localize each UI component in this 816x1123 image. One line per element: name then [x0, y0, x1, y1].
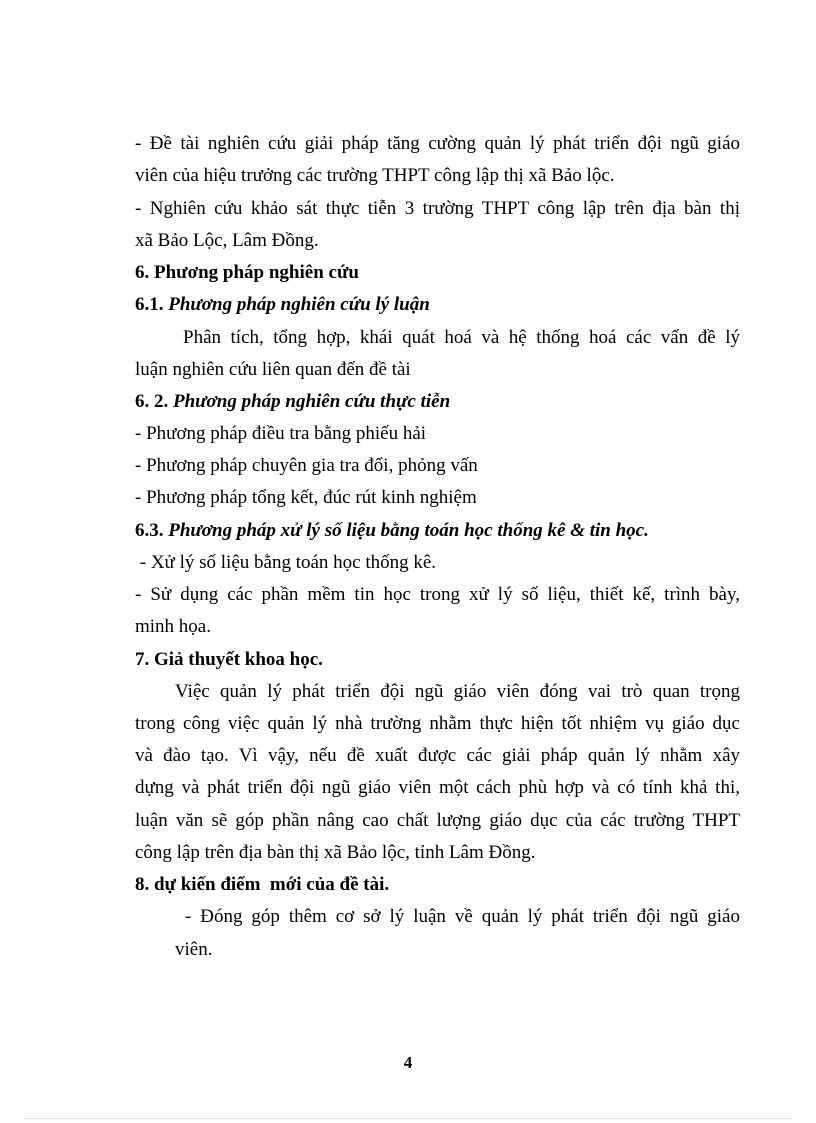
section-6-2-title: Phương pháp nghiên cứu thực tiễn [173, 391, 451, 412]
method-item: - Phương pháp tổng kết, đúc rút kinh nghiệm [135, 487, 477, 508]
section-6-3-heading [135, 518, 740, 544]
section-8-line-2: viên. [175, 939, 213, 960]
section-7-line-6: công lập trên địa bàn thị xã Bảo lộc, tỉnh Lâm Đồng. [135, 842, 536, 863]
scope-line-3: - Nghiên cứu khảo sát thực tiễn 3 trường THPT công lập trên địa bàn thị [135, 198, 740, 219]
section-7-line-3: và đào tạo. Vì vậy, nếu đề xuất được các giải pháp quản lý nhằm xây [135, 745, 740, 766]
section-8-heading: 8. dự kiến điểm mới của đề tài. [135, 874, 390, 895]
section-8-line-1: - Đóng góp thêm cơ sở lý luận về quản lý phát triển đội ngũ giáo [185, 906, 740, 927]
section-6-1-title: Phương pháp nghiên cứu lý luận [168, 294, 430, 315]
section-7-line-4: dựng và phát triển đội ngũ giáo viên một cách phù hợp và có tính khả thi, [135, 777, 740, 798]
section-6-2-heading [135, 389, 740, 415]
method-item: - Phương pháp chuyên gia tra đổi, phỏng vấn [135, 455, 478, 476]
section-6-3-number: 6.3. [135, 520, 164, 541]
section-7-heading: 7. Giả thuyết khoa học. [135, 649, 323, 670]
section-6-heading: 6. Phương pháp nghiên cứu [135, 262, 359, 283]
section-6-3-item-1: - Xử lý số liệu bằng toán học thống kê. [135, 552, 437, 573]
section-6-1-para-line-1: Phân tích, tổng hợp, khái quát hoá và hệ thống hoá các vấn đề lý [183, 327, 740, 348]
section-7-line-5: luận văn sẽ góp phần nâng cao chất lượng giáo dục của các trường THPT [135, 810, 740, 831]
scope-line-2: viên của hiệu trưởng các trường THPT công lập thị xã Bảo lộc. [135, 165, 615, 186]
section-7-line-1: Việc quản lý phát triển đội ngũ giáo viên đóng vai trò quan trọng [175, 681, 740, 702]
section-6-1-number: 6.1. [135, 294, 164, 315]
section-6-3-title: Phương pháp xử lý số liệu bằng toán học thống kê & tin học. [168, 520, 649, 541]
section-6-3-item-2-line-1: - Sử dụng các phần mềm tin học trong xử lý số liệu, thiết kế, trình bày, [135, 584, 740, 605]
page-bottom-rule [25, 1118, 791, 1119]
section-7-line-2: trong công việc quản lý nhà trường nhằm thực hiện tốt nhiệm vụ giáo dục [135, 713, 740, 734]
section-6-1-heading [135, 292, 740, 318]
section-6-2-number: 6. 2. [135, 391, 169, 412]
page-number: 4 [403, 1053, 413, 1072]
scope-line-1: - Đề tài nghiên cứu giải pháp tăng cường quản lý phát triển đội ngũ giáo [135, 133, 740, 154]
scope-line-4: xã Bảo Lộc, Lâm Đồng. [135, 230, 319, 251]
section-6-3-item-2-line-2: minh họa. [135, 616, 211, 637]
section-6-1-para-line-2: luận nghiên cứu liên quan đến đề tài [135, 359, 411, 380]
method-item: - Phương pháp điều tra bằng phiếu hải [135, 423, 427, 444]
